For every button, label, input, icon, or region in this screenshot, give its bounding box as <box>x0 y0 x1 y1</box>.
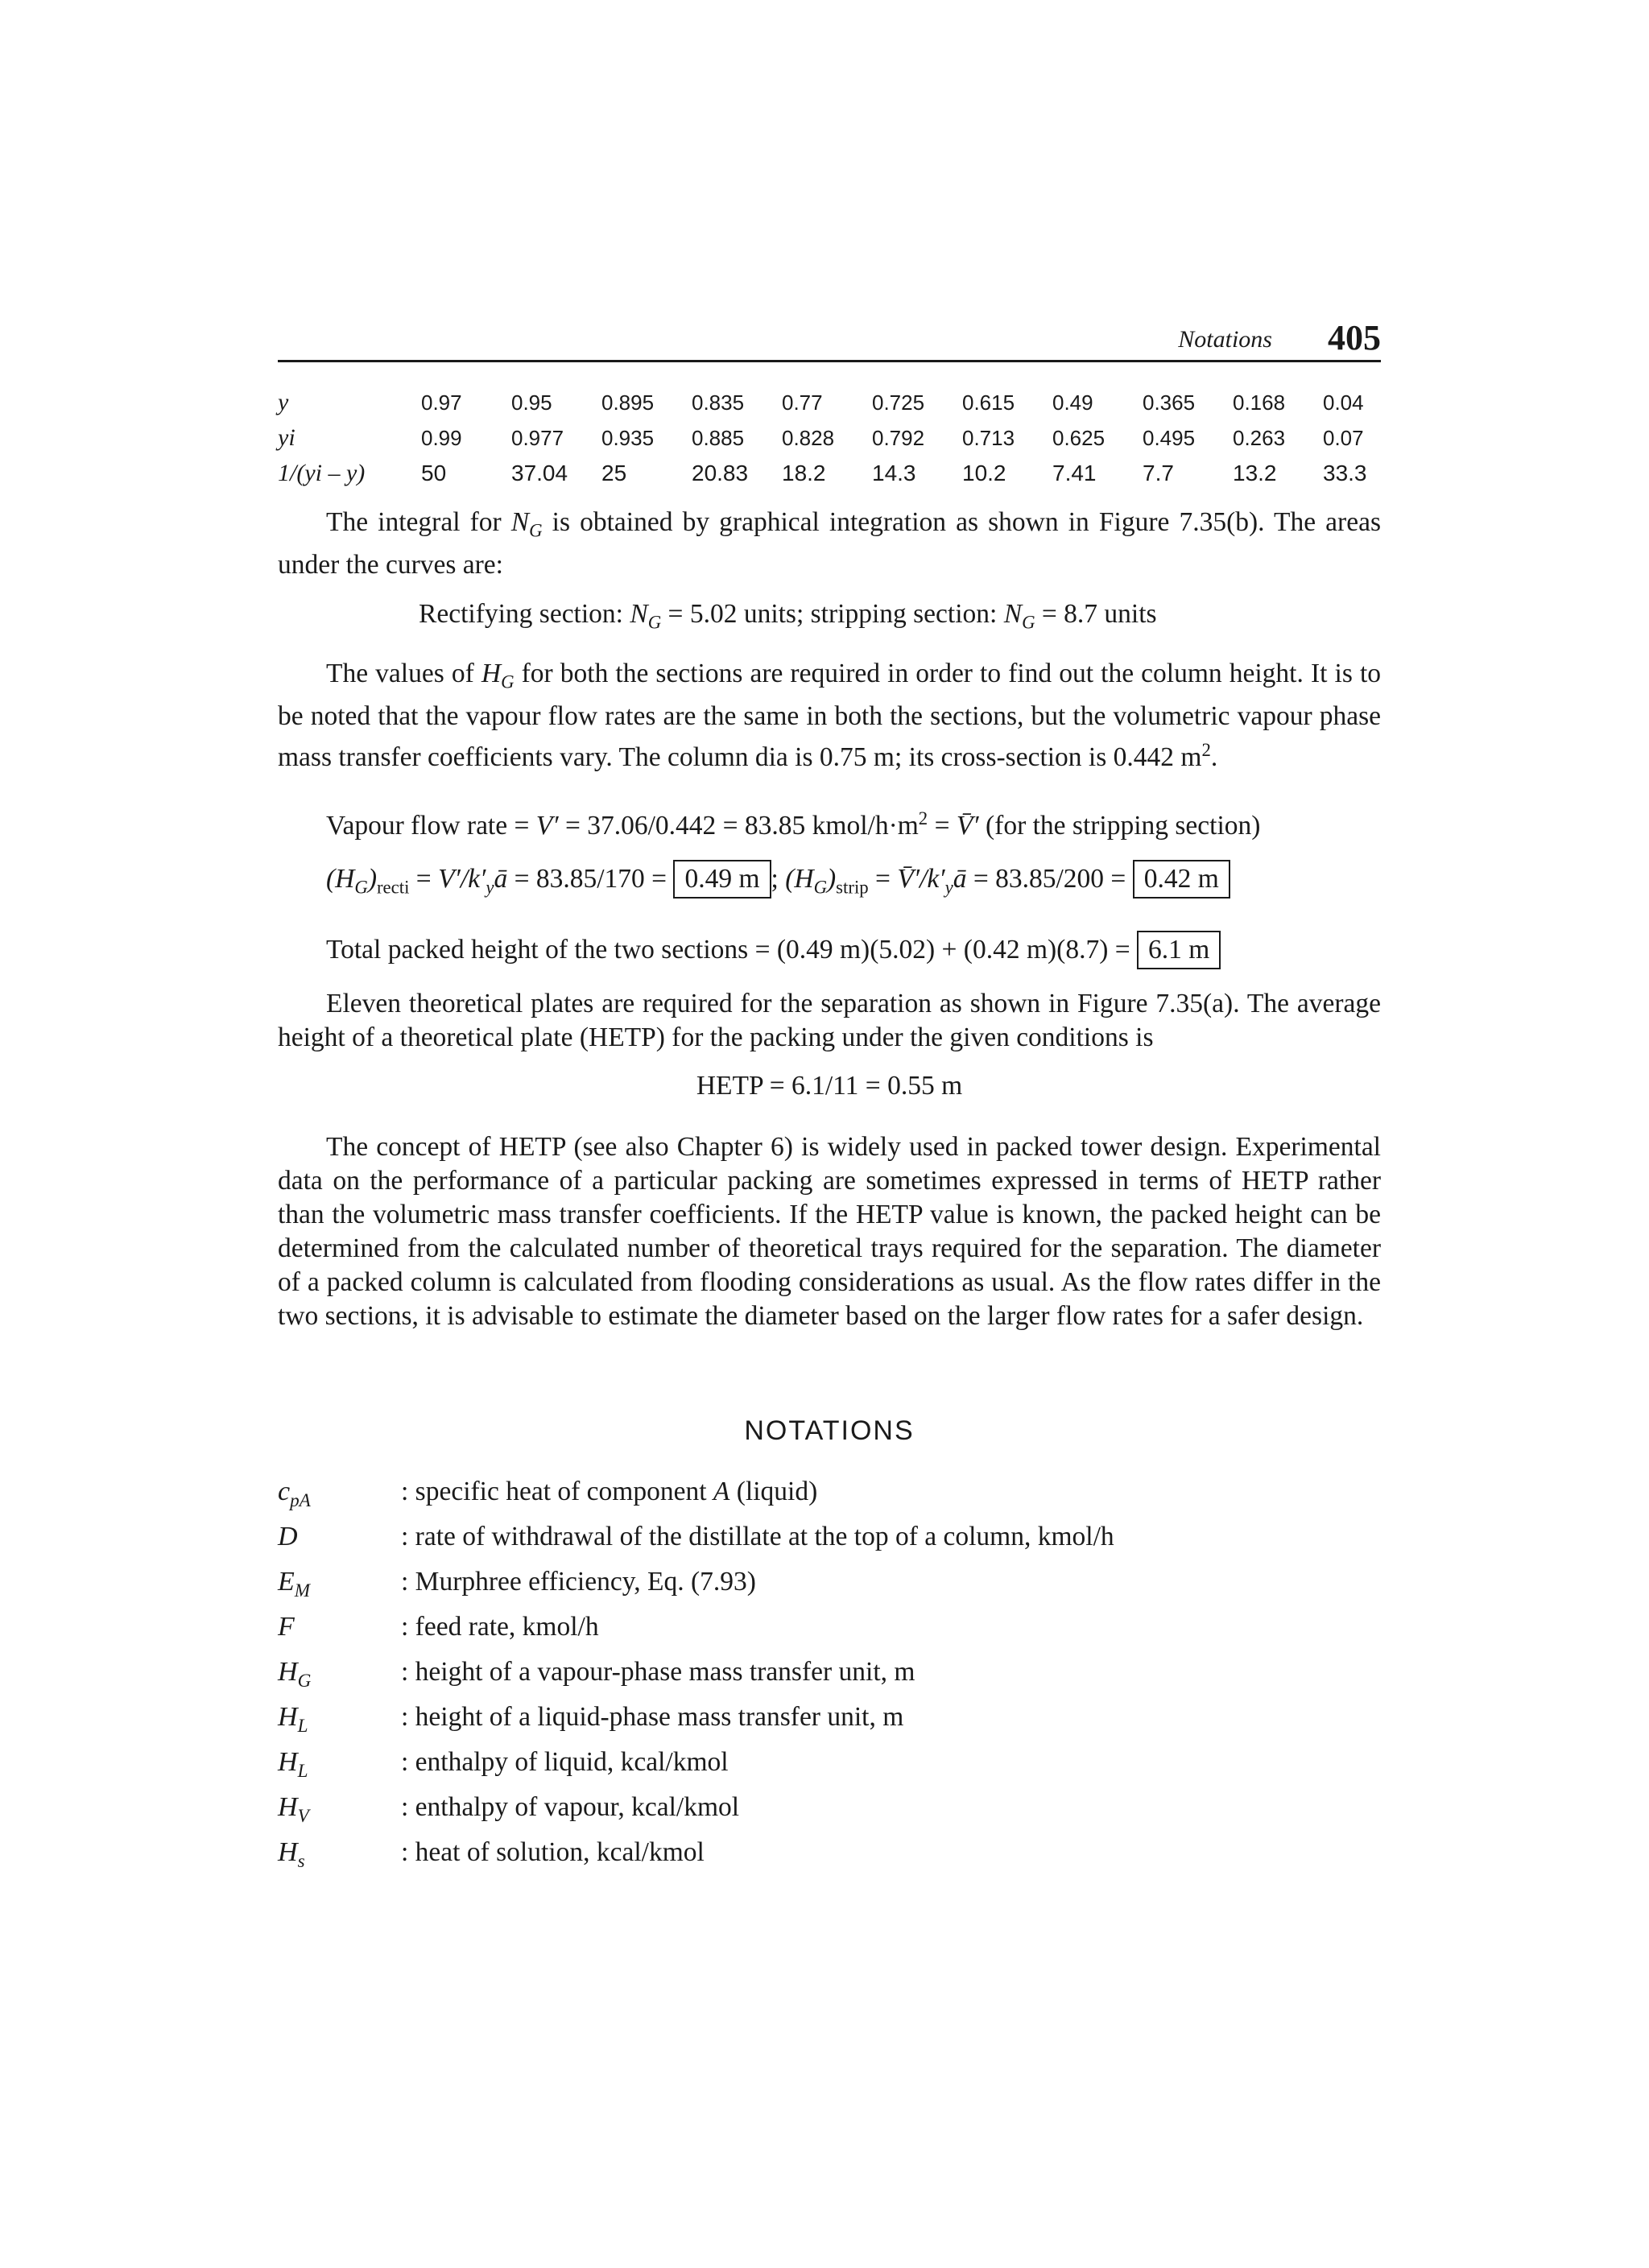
notation-definition: : heat of solution, kcal/kmol <box>401 1837 705 1867</box>
table-cell: 0.792 <box>872 425 925 450</box>
notation-symbol: $E_M$ <box>278 1567 311 1601</box>
row-label: yi <box>278 424 295 451</box>
table-cell: 20.83 <box>692 461 749 485</box>
notation-symbol: F <box>278 1612 295 1642</box>
table-cell: 0.99 <box>421 425 462 450</box>
boxed-result-total-height: 6.1 m <box>1137 931 1221 969</box>
table-cell: 37.04 <box>511 461 568 485</box>
notation-definition: : enthalpy of vapour, kcal/kmol <box>401 1792 740 1822</box>
row-label: 1/(yi – y) <box>278 460 366 486</box>
notation-symbol: $H_L$ <box>278 1747 308 1782</box>
notation-item <box>278 1789 1381 1834</box>
paragraph-hg-values: The values of $H_G$ for both the sections are required in order to find out the column height. It is to be noted that the vapour flow rates are the same in both the sections, but the volumetric vapour phase mass transfer coefficients vary. The column dia is 0.75 m; its cross-section is 0.442 $m^2$. <box>278 659 1382 772</box>
table-cell: 0.97 <box>421 390 462 415</box>
table-cell: 0.725 <box>872 390 925 415</box>
notation-symbol: $c_{pA}$ <box>278 1477 311 1511</box>
notations-list <box>278 1473 1381 1879</box>
table-cell: 18.2 <box>782 461 826 485</box>
notation-item <box>278 1518 1381 1564</box>
notation-definition: : specific heat of component A (liquid) <box>401 1477 818 1506</box>
table-row <box>278 385 1413 420</box>
table-cell: 0.95 <box>511 390 552 415</box>
table-cell: 0.07 <box>1323 425 1364 450</box>
paragraph-hetp-concept: The concept of HETP (see also Chapter 6) is widely used in packed tower design. Experimental data on the performance of a particular packing are sometimes expressed in terms of HETP rather than the volumetric mass transfer coefficients. If the HETP value is known, the packed height can be determined from the calculated number of theoretical trays required for the separation. The diameter of a packed column is calculated from flooding considerations as usual. As the flow rates differ in the two sections, it is advisable to estimate the diameter based on the larger flow rates for a safer design. <box>278 1132 1381 1331</box>
table-cell: 0.77 <box>782 390 823 415</box>
table-cell: 0.713 <box>962 425 1015 450</box>
table-cell: 0.263 <box>1233 425 1286 450</box>
notation-definition: : rate of withdrawal of the distillate at the top of a column, kmol/h <box>401 1522 1114 1551</box>
table-cell: 0.977 <box>511 425 564 450</box>
notation-item <box>278 1564 1381 1609</box>
table-cell: 50 <box>421 461 447 485</box>
table-cell: 0.828 <box>782 425 835 450</box>
table-cell: 33.3 <box>1323 461 1367 485</box>
table-cell: 0.495 <box>1143 425 1196 450</box>
paragraph-theoretical-plates: Eleven theoretical plates are required for the separation as shown in Figure 7.35(a). The average height of a theoretical plate (HETP) for the packing under the given conditions is <box>278 989 1381 1052</box>
equation-total-packed-height: Total packed height of the two sections = (0.49 m)(5.02) + (0.42 m)(8.7) = 6.1 m <box>326 931 1221 969</box>
table-cell: 10.2 <box>962 461 1006 485</box>
section-title: Notations <box>1178 326 1272 353</box>
notation-definition: : Murphree efficiency, Eq. (7.93) <box>401 1567 756 1597</box>
notation-item <box>278 1744 1381 1789</box>
notation-symbol: $H_G$ <box>278 1657 312 1692</box>
row-label: y <box>278 389 289 415</box>
table-cell: 14.3 <box>872 461 916 485</box>
table-row <box>278 456 1413 491</box>
table-cell: 0.625 <box>1052 425 1106 450</box>
interface-composition-table <box>278 385 1413 491</box>
notation-item <box>278 1473 1381 1518</box>
table-cell: 0.935 <box>601 425 655 450</box>
notation-symbol: $H_s$ <box>278 1837 305 1872</box>
table-cell: 0.835 <box>692 390 745 415</box>
notation-symbol: D <box>278 1522 298 1551</box>
notation-item <box>278 1834 1381 1879</box>
page-number: 405 <box>1328 318 1381 357</box>
table-cell: 0.49 <box>1052 390 1093 415</box>
table-cell: 0.168 <box>1233 390 1286 415</box>
notation-definition: : height of a vapour-phase mass transfer unit, m <box>401 1657 915 1687</box>
notation-definition: : enthalpy of liquid, kcal/kmol <box>401 1747 729 1777</box>
table-cell: 0.365 <box>1143 390 1196 415</box>
equation-hetp: HETP = 6.1/11 = 0.55 m <box>696 1071 963 1101</box>
notation-definition: : height of a liquid-phase mass transfer unit, m <box>401 1702 904 1732</box>
table-cell: 13.2 <box>1233 461 1277 485</box>
running-header <box>278 318 1381 362</box>
boxed-result-hg-strip: 0.42 m <box>1133 860 1230 899</box>
notations-heading: NOTATIONS <box>744 1415 915 1446</box>
equation-vapour-flow-rate: Vapour flow rate = V′ = 37.06/0.442 = 83.85 kmol/$h\cdot m^2$ = V̄′ (for the stripping section) <box>326 808 1261 841</box>
table-cell: 0.04 <box>1323 390 1364 415</box>
table-cell: 7.41 <box>1052 461 1097 485</box>
notation-item <box>278 1654 1381 1699</box>
paragraph-integral: The integral for $N_G$ is obtained by graphical integration as shown in Figure 7.35(b). The areas under the curves are: <box>278 507 1381 580</box>
notation-item <box>278 1699 1381 1744</box>
table-cell: 25 <box>601 461 627 485</box>
table-cell: 0.885 <box>692 425 745 450</box>
equation-ng-values: Rectifying section: $N_G = 5.02$ units; stripping section: $N_G = 8.7$ units <box>419 599 1157 633</box>
notation-definition: : feed rate, kmol/h <box>401 1612 599 1642</box>
table-cell: 0.895 <box>601 390 655 415</box>
table-row <box>278 420 1413 456</box>
notation-symbol: $H_V$ <box>278 1792 309 1827</box>
table-cell: 0.615 <box>962 390 1015 415</box>
equation-hg-sections: $(H_G)_{recti}$ = $V'/k'_yā = 83.85/170 = 0.49$ m ; $(H_G)_{strip}$ = $V̄'/k'_yā = 83.85/200 = 0.42$ m <box>326 860 1230 905</box>
table-cell: 7.7 <box>1143 461 1174 485</box>
boxed-result-hg-recti: 0.49 m <box>673 860 771 899</box>
notation-symbol: $H_L$ <box>278 1702 308 1737</box>
notation-item <box>278 1609 1381 1654</box>
